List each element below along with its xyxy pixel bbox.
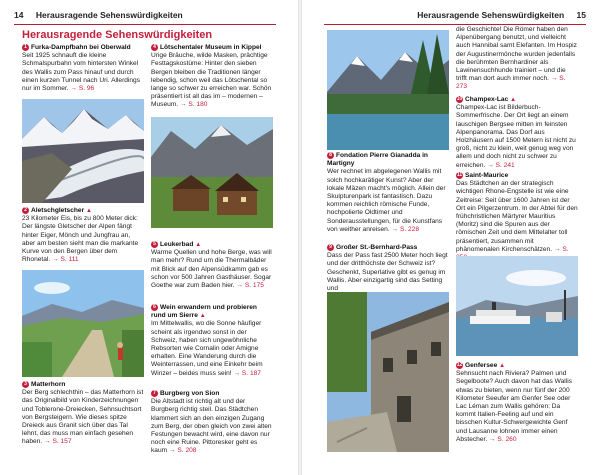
st-bernhard-hospice-photo [327, 292, 449, 452]
entry-title: Fondation Pierre Gianadda in Martigny [327, 152, 428, 168]
entry-number: 1 [22, 44, 29, 51]
page-number-left: 14 [14, 10, 24, 20]
loetschental-village-photo [151, 117, 273, 228]
page-reference: → S. 273 [456, 75, 566, 91]
entry-number: 6 [151, 304, 158, 311]
section-title: Herausragende Sehenswürdigkeiten [22, 29, 213, 41]
page-reference: → S. 111 [52, 256, 79, 264]
entry-continued [456, 26, 578, 92]
page-number-right: 15 [576, 10, 586, 20]
left-page [0, 0, 298, 475]
entry-title: Aletschgletscher [31, 207, 85, 214]
entry-number: 5 [151, 241, 158, 248]
entry-12 [456, 362, 578, 444]
page-reference: → S. 96 [70, 85, 95, 93]
entry-11 [456, 172, 578, 262]
entry-text: Warme Quellen und hohe Berge, was will man mehr? Rund um die Thermalbäder mit Blick auf den Alpensüdkamm gab es schon vor 500 Jahren Gasthäuser. Sogar Goethe war zum Baden hier. [151, 249, 272, 290]
entry-text: Das Städtchen an der strategisch wichtigen Rhone-Engstelle ist wie eine Zeitreise: Seit über 1600 Jahren ist der Ort ein Pilgerzentrum. In der Abtei für den frühchristlichen Märtyrer Mauritius (Moritz) sind die Spuren aus der römischen Zeit und dem Mittelalter toll präsentiert, zusammen mit phänomenalen Kirchenschätzen. [456, 180, 578, 253]
entry-text: die Geschichte! Die Römer haben den Alpenübergang benutzt, und vielleicht auch Hannibal samt Elefanten. Im Hospiz der Augustinermönche wurden jedenfalls die berühmten Bernhardiner als Lawinensuchhunde trainiert – und die trifft man dort auch immer noch. [456, 26, 577, 83]
entry-7 [151, 390, 273, 456]
entry-8 [327, 152, 449, 234]
page-reference: → S. 260 [489, 435, 517, 443]
entry-number: 9 [327, 244, 334, 251]
header-rule [324, 24, 586, 25]
entry-text: 23 Kilometer Eis, bis zu 800 Meter dick: Der längste Gletscher der Alpen fängt hinter Eiger, Mönch und Jungfrau an, aber am besten sieht man die markante Kurve von den Bergen über dem Rhonetal. [22, 215, 139, 264]
highlight-triangle-icon: ▲ [85, 208, 92, 214]
entry-text: Urige Bräuche, wilde Masken, prächtige Festtagskostüme: Hinter den sieben Bergen bleiben die Traditionen länger lebendig, schon weil das Lötschental so lange so schwer zu erreichen war. Schön präsentiert ist all das im – modernen – Museum. [151, 52, 272, 109]
entry-6 [151, 304, 273, 378]
entry-title: Furka-Dampfbahn bei Oberwald [31, 44, 131, 51]
entry-text: Die Altstadt ist richtig alt und der Burgberg richtig steil. Das Städtchen klammert sich an den einzigen Zugang zum Berg, der oben gleich von zwei alten Festungen bewacht wird, eine davon nur noch eine Ruine. Pittoresker geht es kaum [151, 398, 272, 455]
entry-text: Champex-Lac ist Bilderbuch-Sommerfrische. Der Ort liegt an einem lauschigen Bergsee mitten im feinsten Alpenpanorama. Das Dorf aus Holzhäusern auf 1500 Metern ist nicht zu groß, nicht zu klein, weit genug weg von allem und doch nicht zu schwer zu erreichen. [456, 104, 576, 169]
entry-number: 11 [456, 172, 463, 178]
entry-title: Burgberg von Sion [160, 390, 220, 397]
mountain-lake-photo [327, 30, 449, 150]
entry-3 [22, 381, 144, 447]
entry-title: Lötschentaler Museum in Kippel [160, 44, 262, 51]
page-reference: → S. 228 [391, 225, 420, 233]
header-rule [14, 24, 276, 25]
page-reference: → S. 157 [44, 438, 72, 446]
entry-number: 8 [327, 152, 334, 159]
running-head-left: Herausragende Sehenswürdigkeiten [35, 10, 183, 20]
page-reference: → S. 180 [179, 101, 208, 109]
entry-title: Großer St.-Bernhard-Pass [336, 244, 418, 251]
highlight-triangle-icon: ▲ [499, 363, 506, 369]
entry-title: Matterhorn [31, 381, 66, 388]
entry-text: Im Mittelwallis, wo die Sonne häufiger scheint als irgendwo sonst in der Schweiz, haben sich ungewöhnliche Rebsorten wie Cornalin oder Amigne erhalten. Eine Wanderung durch die Weinterrassen, und eine Einkehr beim Winzer – beides muss sein! [151, 320, 263, 377]
glacier-photo-aletsch [22, 99, 144, 203]
running-head-right: Herausragende Sehenswürdigkeiten [417, 10, 565, 20]
entry-title: Champex-Lac [465, 96, 509, 103]
left-page-header [14, 10, 183, 20]
highlight-triangle-icon: ▲ [199, 313, 206, 320]
lake-geneva-steamboat-photo [456, 256, 578, 356]
entry-9 [327, 244, 449, 293]
page-reference: → S. 241 [487, 161, 515, 169]
entry-number: 2 [22, 207, 29, 214]
vineyard-hiker-photo [22, 270, 144, 377]
page-reference: → S. 187 [233, 369, 261, 377]
entry-text: Wer rechnet im abgelegenen Wallis mit solch hochkarätiger Kunst? Aber der lokale Mäzen macht's möglich. Allein der Skulpturenpark ist fantastisch. Dazu kommen reichlich römische Funde, hochpolierte Oldtimer und Sonderausstellungen, für die Kunstfans von weither anreisen. [327, 168, 446, 233]
page-reference: → S. [553, 245, 569, 253]
entry-number: 3 [22, 381, 29, 388]
entry-number: 4 [151, 44, 158, 51]
highlight-triangle-icon: ▲ [510, 97, 517, 103]
entry-number: 7 [151, 390, 158, 397]
entry-title: Saint-Maurice [465, 172, 509, 179]
entry-title: Leukerbad [160, 241, 194, 248]
entry-5 [151, 241, 273, 290]
highlight-triangle-icon: ▲ [195, 242, 202, 248]
entry-text: Seit 1925 schnauft die kleine Schmalspurbahn vom hintersten Winkel des Wallis zum Pass hinauf und durch einen kurzen Tunnel nach Uri. Allerdings nur im Sommer. [22, 52, 141, 93]
page-reference: → S. 208 [168, 447, 197, 455]
entry-title: Wein erwandern und probieren rund um Sierre [151, 304, 257, 320]
entry-text: Der Berg schlechthin – das Matterhorn ist das Originalbild von Kinderzeichnungen und Toblerone-Dreiecken, Sehnsuchtsort von Bergsteigern. Wie dieses spitze Dreieck aus Granit sich über das Tal lehnt, das muss man einfach gesehen haben. [22, 389, 144, 446]
page-reference: → S. 175 [236, 282, 264, 290]
right-page [302, 0, 600, 475]
entry-text: Dass der Pass fast 2500 Meter hoch liegt und der dritthöchste der Schweiz ist? Geschenkt, Superlative gibt es genug im Wallis. Aber einzigartig sind das Setting und [327, 252, 448, 293]
entry-4 [151, 44, 273, 110]
right-page-header [417, 10, 586, 20]
entry-1 [22, 44, 144, 93]
entry-2 [22, 207, 144, 264]
entry-10 [456, 96, 578, 170]
entry-text: Sehnsucht nach Riviera? Palmen und Segelboote? Auch davon hat das Wallis etwas zu bieten, wenn nur fünf der 200 Kilometer Seeufer am Genfer See oder Lac Léman zum Wallis gehören: Da kommt Italien-Feeling auf und ein bisschen Kultur-Schwergewichte Genf und Lausanne lohnen immer einen Abstecher. [456, 370, 572, 443]
entry-title: Genfersee [465, 362, 498, 369]
entry-number: 10 [456, 96, 463, 102]
entry-number: 12 [456, 362, 463, 368]
